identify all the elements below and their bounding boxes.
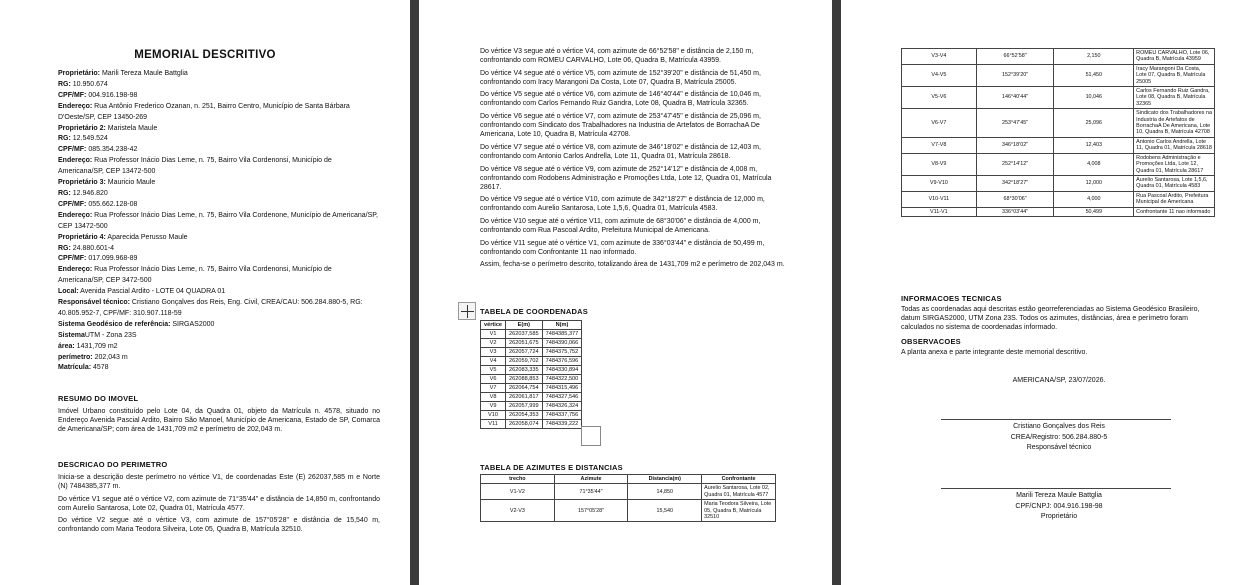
azimuth-cell: 10,046 [1054, 87, 1134, 109]
field-label: Proprietário 4: [58, 233, 106, 241]
info-heading: INFORMACOES TECNICAS [901, 294, 1002, 303]
signature-block-2 [901, 491, 1217, 523]
azimuth-cell: Aurelio Santarosa, Lote 1,5,6, Quadra 01, Matrícula 4583 [1134, 175, 1215, 191]
field-row [58, 254, 378, 265]
coord-cell: V10 [481, 411, 506, 420]
table-row [481, 420, 582, 429]
signature-line-2 [941, 488, 1171, 489]
field-label: Proprietário: [58, 70, 101, 77]
field-value: Maristela Maule [105, 124, 158, 132]
resize-handle[interactable] [581, 426, 601, 446]
table-row [902, 137, 1215, 153]
azimuth-cell: V9-V10 [902, 175, 977, 191]
field-label: área: [58, 342, 75, 350]
signature-line-1 [941, 419, 1171, 420]
azimuth-table-continued [901, 48, 1215, 217]
owner-fields [58, 69, 378, 374]
azimuth-table [480, 474, 776, 522]
azimuth-cell: 66°52'58" [976, 49, 1054, 65]
info-section [901, 294, 1217, 332]
table-row [481, 402, 582, 411]
azimuth-cell: 4,000 [1054, 191, 1134, 207]
perimetro-paragraph: Do vértice V11 segue até o vértice V1, com azimute de 336°03'44" e distância de 50,499 m, confrontando com Confrontante 11 nao informado. [480, 239, 765, 256]
coord-cell: V8 [481, 393, 506, 402]
azimuth-header: Confrontante [702, 475, 776, 484]
field-row [58, 156, 378, 178]
field-value: 1431,709 m2 [74, 342, 118, 350]
perimetro-paragraph: Do vértice V1 segue até o vértice V2, com azimute de 71°35'44" e distância de 14,850 m, confrontando com Aurelio Santarosa, Lote 02, Quadra 01, Matrícula 4577. [58, 495, 380, 512]
field-label: CPF/MF: [58, 255, 87, 263]
azimuth-cell: V10-V11 [902, 191, 977, 207]
field-value: Aparecida Perusso Maule [105, 233, 188, 241]
table-row [902, 64, 1215, 86]
field-row [58, 69, 378, 80]
field-value: 10.950.674 [70, 80, 108, 88]
azimuth-cell: Rodobens Administração e Promoções Ltda, Lote 12, Quadra 01, Matrícula 28617 [1134, 153, 1215, 175]
field-value: 085.354.238-42 [86, 146, 138, 154]
sig1-name: Cristiano Gonçalves dos Reis [1013, 423, 1105, 430]
table-row [481, 411, 582, 420]
field-value: 24.880.601-4 [70, 244, 115, 252]
coord-header: vértice [481, 321, 506, 330]
field-label: Sistema [58, 331, 85, 339]
field-label: Matrícula: [58, 364, 92, 372]
field-row [58, 178, 378, 189]
azimuth-cell: 68°30'06" [976, 191, 1054, 207]
table-row [902, 109, 1215, 138]
coord-cell: V4 [481, 357, 506, 366]
field-row [58, 124, 378, 135]
table-row [902, 49, 1215, 65]
perimetro-paragraph: Do vértice V8 segue até o vértice V9, com azimute de 252°14'12" e distância de 4,008 m, confrontando com Rodobens Administração e Promoções Ltda, Lote 12, Quadra 01, Matrícula 28617. [480, 165, 772, 191]
coord-cell: 262054,353 [506, 411, 543, 420]
field-row [58, 134, 378, 145]
table-row [481, 357, 582, 366]
field-value: Rua Professor Inácio Dias Leme, n. 75, Bairro Vila Cordenonsi, Município de Americana/SP, CEP 3472-500 [58, 266, 332, 285]
perimetro-continuation [480, 47, 786, 273]
azimuth-header: Azimute [554, 475, 628, 484]
field-label: Proprietário 2: [58, 124, 106, 132]
field-label: CPF/MF: [58, 146, 87, 154]
field-row [58, 233, 378, 244]
table-row [481, 375, 582, 384]
field-row [58, 298, 378, 320]
table-row [481, 500, 776, 522]
resumo-section [58, 394, 380, 438]
date-line: AMERICANA/SP, 23/07/2026. [1012, 377, 1106, 384]
field-label: RG: [58, 135, 71, 143]
azimuth-header: trecho [481, 475, 555, 484]
field-value: 017.099.968-89 [86, 255, 138, 263]
field-row [58, 102, 378, 124]
field-label: Endereço: [58, 157, 93, 165]
document-page-1 [0, 0, 410, 585]
azimuth-cell: V7-V8 [902, 137, 977, 153]
coord-cell: 7484337,756 [542, 411, 582, 420]
coord-cell: V5 [481, 366, 506, 375]
field-value: SIRGAS2000 [170, 320, 215, 328]
field-label: Sistema Geodésico de referência: [58, 320, 171, 328]
resumo-heading: RESUMO DO IMOVEL [58, 394, 139, 403]
sig1-reg: CREA/Registro: 506.284.880-5 [1010, 433, 1108, 441]
table-row [481, 348, 582, 357]
coord-cell: 7484376,596 [542, 357, 582, 366]
coord-cell: 7484322,500 [542, 375, 582, 384]
azimuth-cell: V2-V3 [481, 500, 555, 522]
perimetro-paragraph: Do vértice V2 segue até o vértice V3, com azimute de 157°05'28" e distância de 15,540 m, confrontando com Maria Teodora Silveira, Lote 05, Quadra B, Matrícula 32510. [58, 517, 380, 533]
perimetro-paragraph: Do vértice V4 segue até o vértice V5, com azimute de 152°39'20" e distância de 51,450 m, confrontando com Iracy Marangoni Da Costa, Lote 07, Quadra B, Matrícula 25005. [480, 69, 761, 86]
coord-cell: 262037,585 [506, 330, 543, 339]
azimuth-cell: 51,450 [1054, 64, 1134, 86]
azimuth-header: Distancia(m) [628, 475, 702, 484]
coord-cell: V7 [481, 384, 506, 393]
perimetro-paragraph: Do vértice V9 segue até o vértice V10, com azimute de 342°18'27" e distância de 12,000 m, confrontando com Aurelio Santarosa, Lote 1,5,6, Quadra 01, Matrícula 4583. [480, 196, 765, 213]
perimetro-paragraph: Inicia-se a descrição deste perímetro no vértice V1, de coordenadas Este (E) 262037,585 m e Norte (N) 7484385,377 m. [58, 474, 380, 490]
field-value: UTM - Zona 23S [84, 331, 137, 339]
field-label: RG: [58, 189, 71, 197]
coord-cell: 262088,853 [506, 375, 543, 384]
azimuth-cell: V8-V9 [902, 153, 977, 175]
sig2-reg: CPF/CNPJ: 004.916.198-98 [1015, 502, 1103, 510]
table-row [902, 153, 1215, 175]
azimuth-cell: 12,403 [1054, 137, 1134, 153]
field-row [58, 211, 378, 233]
coord-cell: 262057,999 [506, 402, 543, 411]
coord-cell: V11 [481, 420, 506, 429]
coord-cell: V3 [481, 348, 506, 357]
field-label: CPF/MF: [58, 200, 87, 208]
perimetro-paragraph: Do vértice V6 segue até o vértice V7, com azimute de 253°47'45" e distância de 25,096 m, confrontando com Sindicato dos Trabalhadores na Industria de Artefatos de BorrachaA De Americana, Lote 10, Quadra B, Matrícula 42708. [480, 113, 761, 139]
perimetro-paragraph: Do vértice V10 segue até o vértice V11, com azimute de 68°30'06" e distância de 4,000 m, confrontando com Rua Pascoal Ardito, Prefeitura Municipal de Americana. [480, 218, 761, 235]
sig2-role: Proprietário [1040, 513, 1078, 520]
field-value: 004.916.198-98 [86, 91, 138, 99]
coord-cell: 262058,074 [506, 420, 543, 429]
azimuth-cell: 157°05'28" [554, 500, 628, 522]
coord-cell: 262061,817 [506, 393, 543, 402]
azimuth-cell: V4-V5 [902, 64, 977, 86]
field-value: 202,043 m [92, 353, 128, 361]
azimuth-cell: ROMEU CARVALHO, Lote 06, Quadra B, Matrícula 43959 [1134, 49, 1215, 65]
field-value: 055.662.128-08 [86, 200, 138, 208]
sig1-role: Responsável técnico [1026, 444, 1092, 451]
field-label: Endereço: [58, 102, 93, 110]
azimuth-cell: V1-V2 [481, 484, 555, 500]
document-title: MEMORIAL DESCRITIVO [134, 49, 276, 61]
azimuth-cell: 12,000 [1054, 175, 1134, 191]
coord-cell: V6 [481, 375, 506, 384]
azimuth-cell: 252°14'12" [976, 153, 1054, 175]
table-row [481, 366, 582, 375]
azimuth-cell: 346°18'02" [976, 137, 1054, 153]
azimuth-cell: 336°03'44" [976, 207, 1054, 216]
field-value: Cristiano Gonçalves dos Reis, Eng. Civil, CREA/CAU: 506.284.880-5, RG: 40.805.952-7, CPF/MF: 310.907.118-59 [58, 299, 363, 317]
azimuth-cell: Maria Teodora Silveira, Lote 05, Quadra B, Matrícula 32510 [702, 500, 776, 522]
field-row [58, 363, 378, 374]
field-value: Mauricio Maule [105, 179, 156, 187]
azimuth-cell: 15,540 [628, 500, 702, 522]
table-row [902, 87, 1215, 109]
azimuth-cell: V3-V4 [902, 49, 977, 65]
table-row [481, 484, 776, 500]
field-label: Endereço: [58, 211, 93, 219]
table-row [902, 175, 1215, 191]
move-handle-icon[interactable] [458, 302, 476, 320]
azimuth-cell: 253°47'45" [976, 109, 1054, 138]
coordinates-table [480, 320, 582, 429]
field-value: 12.946.820 [70, 189, 108, 197]
field-label: perímetro: [58, 353, 93, 361]
azimuth-cell: Confrontante 11 nao informado [1134, 207, 1215, 216]
coord-cell: 7484326,324 [542, 402, 582, 411]
sig2-name: Marili Tereza Maule Battglia [1016, 492, 1102, 499]
azimuth-cell: V5-V6 [902, 87, 977, 109]
field-row [58, 200, 378, 211]
field-value: Rua Professor Inácio Dias Leme, n. 75, Bairro Vila Cordenonsi, Município de Americana/SP, CEP 13472-500 [58, 157, 332, 176]
coord-cell: V2 [481, 339, 506, 348]
coord-cell: V9 [481, 402, 506, 411]
coord-cell: V1 [481, 330, 506, 339]
table-row [902, 191, 1215, 207]
obs-heading: OBSERVACOES [901, 337, 961, 346]
field-label: CPF/MF: [58, 91, 87, 99]
signature-block-1 [901, 422, 1217, 454]
obs-text: A planta anexa e parte integrante deste memorial descritivo. [901, 349, 1088, 356]
field-label: Endereço: [58, 266, 93, 274]
perimetro-heading: DESCRICAO DO PERIMETRO [58, 460, 168, 469]
coord-cell: 7484339,222 [542, 420, 582, 429]
field-row [58, 287, 378, 298]
azimuth-cell: Aurelio Santarosa, Lote 02, Quadra 01, Matrícula 4577 [702, 484, 776, 500]
azimuth-cell: 4,008 [1054, 153, 1134, 175]
coord-cell: 262051,675 [506, 339, 543, 348]
field-value: Marili Tereza Maule Battglia [100, 70, 188, 77]
azimuth-cell: 25,096 [1054, 109, 1134, 138]
field-value: Avenida Pascial Ardito - LOTE 04 QUADRA 01 [78, 288, 226, 296]
table-row [902, 207, 1215, 216]
coord-cell: 262083,335 [506, 366, 543, 375]
coord-cell: 262057,724 [506, 348, 543, 357]
azimuth-cell: Carlos Fernando Ruiz Gandra, Lote 08, Quadra B, Matrícula 32365 [1134, 87, 1215, 109]
coord-cell: 7484375,752 [542, 348, 582, 357]
field-row [58, 342, 378, 353]
field-row [58, 265, 378, 287]
azimuth-cell: 2,150 [1054, 49, 1134, 65]
coord-cell: 7484390,066 [542, 339, 582, 348]
document-page-2 [419, 0, 832, 585]
field-row [58, 145, 378, 156]
field-value: Rua Antônio Frederico Ozanan, n. 251, Bairro Centro, Município de Santa Bárbara D'Oeste/SP, CEP 13450-269 [58, 102, 350, 121]
coord-cell: 7484385,377 [542, 330, 582, 339]
table-row [481, 330, 582, 339]
azimuth-cell: Iracy Marangoni Da Costa, Lote 07, Quadra B, Matrícula 25005 [1134, 64, 1215, 86]
field-row [58, 189, 378, 200]
coord-cell: 7484315,496 [542, 384, 582, 393]
perimetro-paragraph: Assim, fecha-se o perímetro descrito, totalizando área de 1431,709 m2 e perímetro de 202,043 m. [480, 261, 785, 269]
field-label: Proprietário 3: [58, 179, 106, 187]
document-page-3 [841, 0, 1257, 585]
field-row [58, 91, 378, 102]
azimuth-cell: 71°35'44" [554, 484, 628, 500]
azimuth-cell: Rua Pascoal Ardito, Prefeitura Municipal de Americana [1134, 191, 1215, 207]
perimetro-paragraphs [58, 473, 380, 534]
coord-cell: 262064,754 [506, 384, 543, 393]
coord-cell: 262059,702 [506, 357, 543, 366]
field-row [58, 320, 378, 331]
field-label: RG: [58, 244, 71, 252]
perimetro-section [58, 460, 380, 538]
coord-cell: 7484330,894 [542, 366, 582, 375]
perimetro-paragraph: Do vértice V7 segue até o vértice V8, com azimute de 346°18'02" e distância de 12,403 m, confrontando com Antonio Carlos Andrella, Lote 11, Quadra 01, Matrícula 28618. [480, 143, 761, 160]
azimuth-cell: V6-V7 [902, 109, 977, 138]
field-label: RG: [58, 80, 71, 88]
coord-header: E(m) [506, 321, 543, 330]
perimetro-paragraph: Do vértice V3 segue até o vértice V4, com azimute de 66°52'58" e distância de 2,150 m, confrontando com ROMEU CARVALHO, Lote 06, Quadra B, Matrícula 43959. [480, 48, 754, 65]
azimuth-table-caption: TABELA DE AZIMUTES E DISTANCIAS [480, 463, 623, 472]
field-label: Local: [58, 288, 79, 296]
coord-table-caption: TABELA DE COORDENADAS [480, 307, 588, 316]
field-value: 12.549.524 [70, 135, 108, 143]
azimuth-cell: 146°40'44" [976, 87, 1054, 109]
azimuth-cell: Sindicato dos Trabalhadores na Industria de Artefatos de BorrachaA De Americana, Lote 10, Quadra B, Matrícula 42708 [1134, 109, 1215, 138]
azimuth-cell: 342°18'27" [976, 175, 1054, 191]
obs-section [901, 337, 1217, 357]
coord-cell: 7484327,546 [542, 393, 582, 402]
field-value: 4578 [91, 364, 109, 372]
field-value: Rua Professor Inácio Dias Leme, n. 75, Bairro Vila Cordenone, Município de Americana/SP, CEP 13472-500 [58, 211, 378, 230]
field-row [58, 244, 378, 255]
coord-header: N(m) [542, 321, 582, 330]
table-row [481, 393, 582, 402]
table-row [481, 384, 582, 393]
azimuth-cell: 152°39'20" [976, 64, 1054, 86]
resumo-text: Imóvel Urbano constituído pelo Lote 04, da Quadra 01, objeto da Matrícula n. 4578, situado no Endereço Avenida Pascial Ardito, Bairro São Manoel, Município de Americana, Estado de SP, Comarca de Americana/SP; com área de 1431,709 m2 e perímetro de 202,043 m. [58, 408, 380, 433]
field-label: Responsável técnico: [58, 299, 130, 307]
field-row [58, 353, 378, 364]
azimuth-cell: V11-V1 [902, 207, 977, 216]
perimetro-paragraph: Do vértice V5 segue até o vértice V6, com azimute de 146°40'44" e distância de 10,046 m, confrontando com Carlos Fernando Ruiz Gandra, Lote 08, Quadra B, Matrícula 32365. [480, 91, 761, 108]
field-row [58, 80, 378, 91]
table-row [481, 339, 582, 348]
info-text: Todas as coordenadas aqui descritas estão georreferenciadas ao Sistema Geodésico Brasileiro, datum SIRGAS2000, UTM Zona 23S. Todos os azimutes, distâncias, área e perímetro foram calculados no sistema de coordenadas informado. [901, 306, 1200, 331]
azimuth-cell: 14,850 [628, 484, 702, 500]
field-row [58, 331, 378, 342]
azimuth-cell: Antonio Carlos Andrella, Lote 11, Quadra 01, Matrícula 28618 [1134, 137, 1215, 153]
azimuth-cell: 50,499 [1054, 207, 1134, 216]
